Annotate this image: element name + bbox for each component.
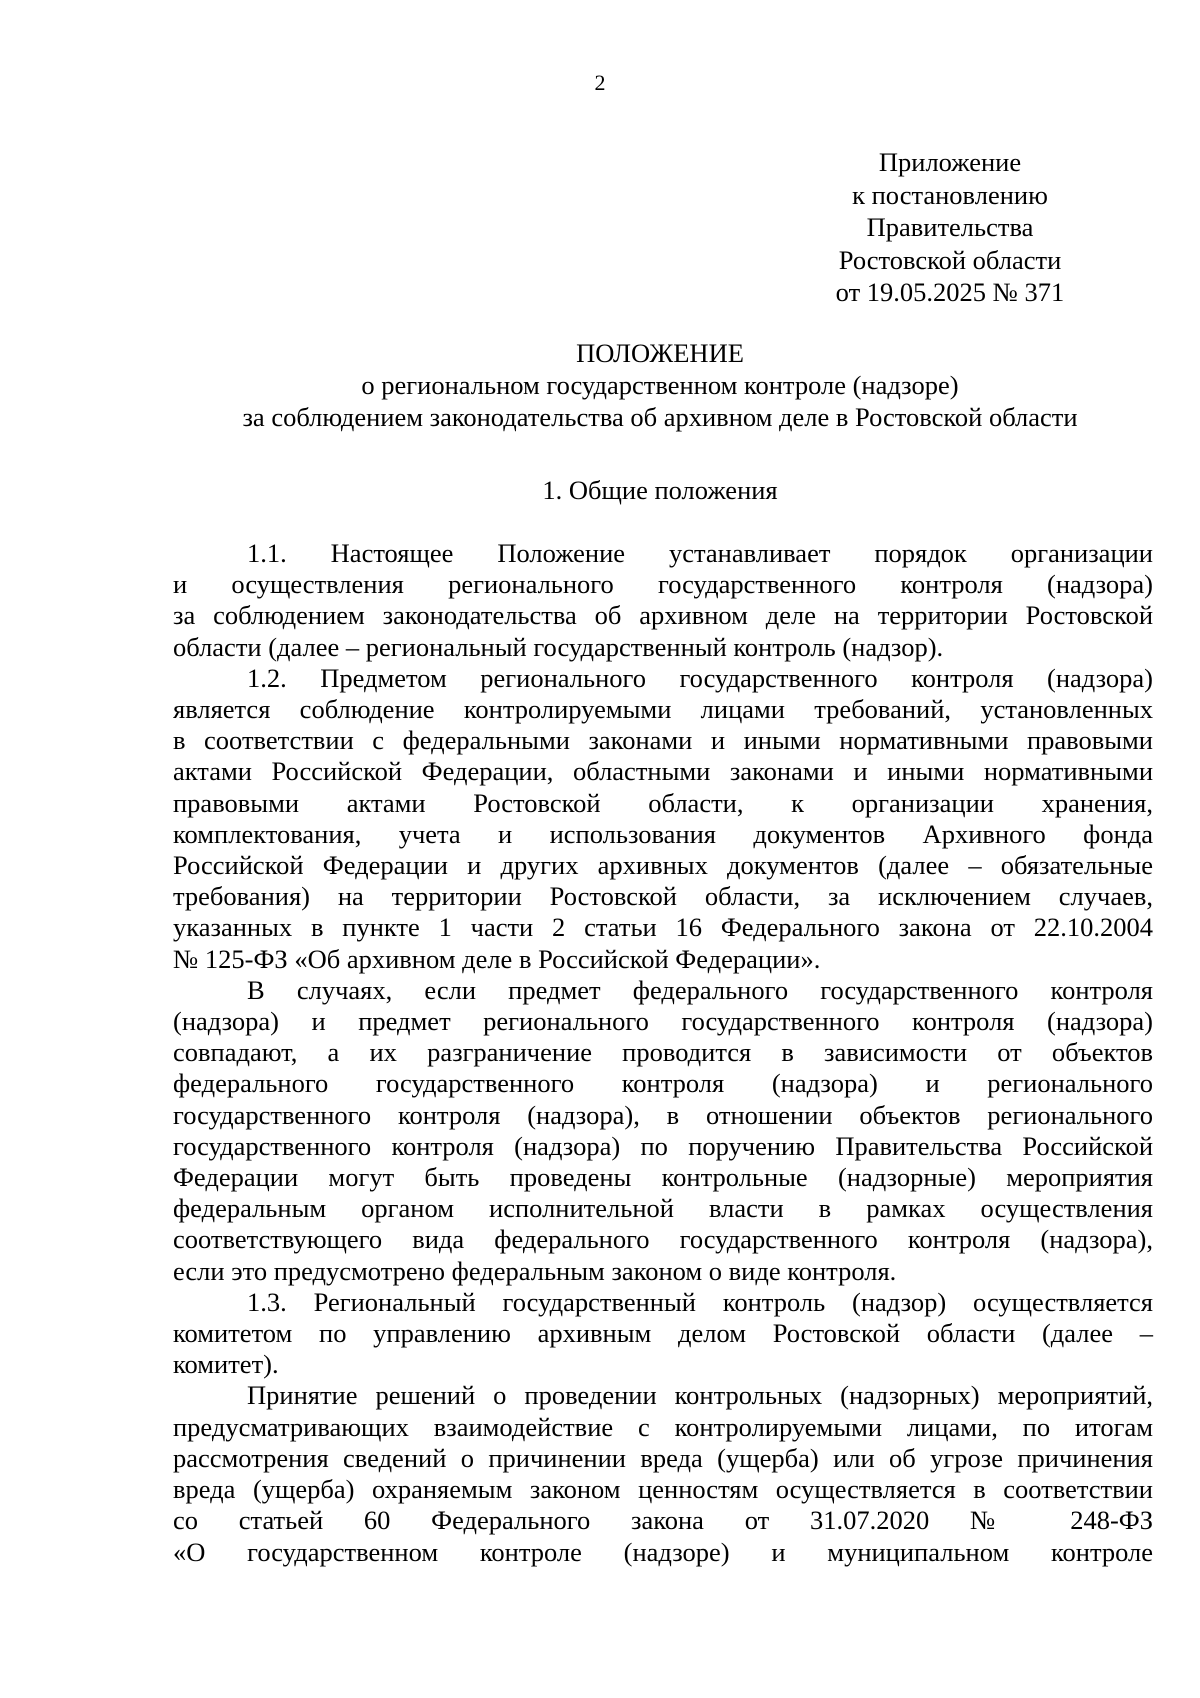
appendix-line: от 19.05.2025 № 371 <box>835 277 1065 307</box>
text-line: правовыми актами Ростовской области, к организации хранения, <box>173 787 1153 818</box>
text-line: Принятие решений о проведении контрольных (надзорных) мероприятий, <box>247 1380 1153 1411</box>
text-line: государственного контроля (надзора) по поручению Правительства Российской <box>173 1130 1153 1161</box>
page-number: 2 <box>594 70 606 95</box>
appendix-line: Ростовской области <box>838 244 1062 275</box>
text-line: является соблюдение контролируемыми лицами требований, установленных <box>173 694 1153 725</box>
text-line: указанных в пункте 1 части 2 статьи 16 Федерального закона от 22.10.2004 <box>173 912 1153 943</box>
appendix-line: Приложение <box>878 147 1022 177</box>
text-line: «О государственном контроле (надзоре) и муниципальном контроле <box>173 1536 1153 1567</box>
text-line: 1.1. Настоящее Положение устанавливает порядок организации <box>247 538 1153 568</box>
text-line: соответствующего вида федерального государственного контроля (надзора), <box>173 1224 1153 1255</box>
text-line: федерального государственного контроля (надзора) и регионального <box>173 1068 1153 1099</box>
text-line: В случаях, если предмет федерального государственного контроля <box>247 974 1153 1005</box>
text-line: комитетом по управлению архивным делом Ростовской области (далее – <box>173 1318 1153 1349</box>
appendix-line: Правительства <box>866 212 1034 242</box>
text-line: 1.3. Региональный государственный контроль (надзор) осуществляется <box>247 1286 1153 1317</box>
appendix-block <box>780 146 1120 309</box>
text-line: № 125-ФЗ «Об архивном деле в Российской Федерации». <box>173 943 821 974</box>
title-subheading: о региональном государственном контроле (надзоре) <box>361 370 959 400</box>
text-line: и осуществления регионального государственного контроля (надзора) <box>173 569 1153 600</box>
text-line: актами Российской Федерации, областными законами и иными нормативными <box>173 756 1153 787</box>
text-line: со статьей 60 Федерального закона от 31.07.2020 № 248-ФЗ <box>173 1505 1153 1536</box>
paragraph-cases <box>173 975 1153 1287</box>
text-line: 1.2. Предметом регионального государственного контроля (надзора) <box>247 662 1153 693</box>
text-line: рассмотрения сведений о причинении вреда (ущерба) или об угрозе причинения <box>173 1442 1153 1473</box>
text-line: вреда (ущерба) охраняемым законом ценностям осуществляется в соответствии <box>173 1474 1153 1505</box>
text-line: (надзора) и предмет регионального государственного контроля (надзора) <box>173 1006 1153 1037</box>
text-line: в соответствии с федеральными законами и иными нормативными правовыми <box>173 725 1153 756</box>
text-line: за соблюдением законодательства об архивном деле на территории Ростовской <box>173 600 1153 631</box>
text-line: если это предусмотрено федеральным законом о виде контроля. <box>173 1255 897 1286</box>
text-line: комплектования, учета и использования документов Архивного фонда <box>173 818 1153 849</box>
document-title <box>160 337 1160 433</box>
paragraph-1-2 <box>173 663 1153 975</box>
text-line: требования) на территории Ростовской области, за исключением случаев, <box>173 881 1153 912</box>
paragraph-decisions <box>173 1380 1153 1567</box>
appendix-line: к постановлению <box>852 179 1048 210</box>
text-line: предусматривающих взаимодействие с контролируемыми лицами, по итогам <box>173 1411 1153 1442</box>
text-line: области (далее – региональный государственный контроль (надзор). <box>173 631 944 662</box>
text-line: Федерации могут быть проведены контрольные (надзорные) мероприятия <box>173 1162 1153 1193</box>
text-line: совпадают, а их разграничение проводится в зависимости от объектов <box>173 1037 1153 1068</box>
body-text <box>173 538 1153 1568</box>
text-line: комитет). <box>173 1349 279 1380</box>
text-line: федеральным органом исполнительной власти в рамках осуществления <box>173 1193 1153 1224</box>
paragraph-1-3 <box>173 1287 1153 1381</box>
text-line: Российской Федерации и других архивных документов (далее – обязательные <box>173 850 1153 881</box>
text-line: государственного контроля (надзора), в отношении объектов регионального <box>173 1099 1153 1130</box>
title-heading: ПОЛОЖЕНИЕ <box>576 338 744 368</box>
section-heading: 1. Общие положения <box>542 475 778 505</box>
paragraph-1-1 <box>173 538 1153 663</box>
title-subheading: за соблюдением законодательства об архивном деле в Ростовской области <box>242 402 1078 432</box>
